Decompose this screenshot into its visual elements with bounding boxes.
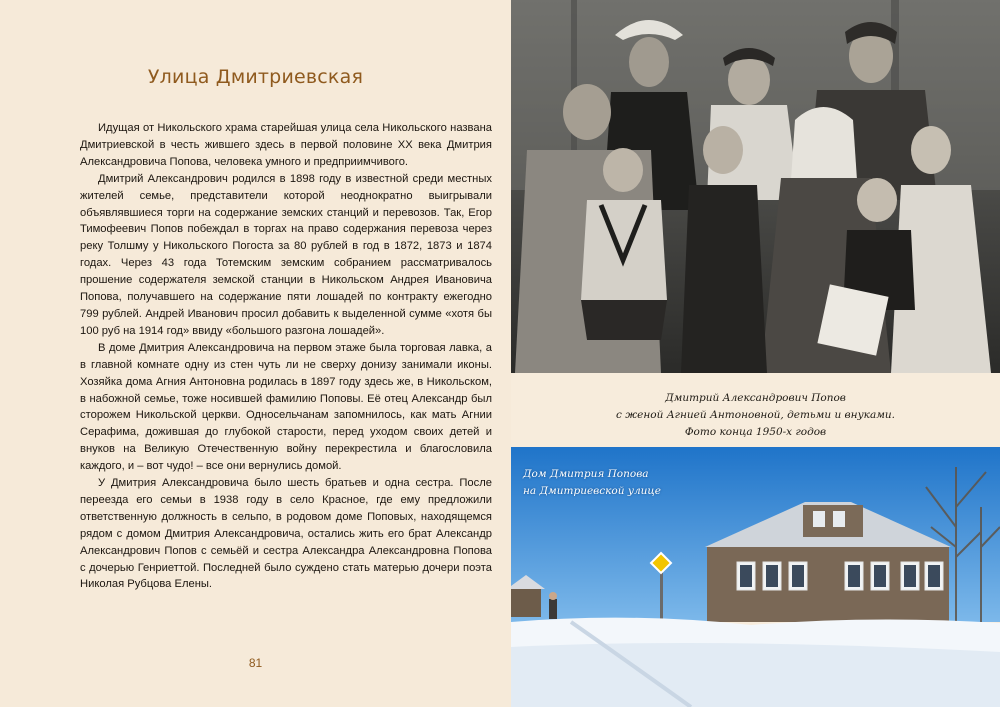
family-photo-image (511, 0, 1000, 373)
caption-line: Дом Дмитрия Попова (523, 468, 649, 480)
family-photo-caption (511, 390, 1000, 441)
paragraph: В доме Дмитрия Александровича на первом этаже была торговая лавка, а в главной комнате одну из стен чуть ли не сверху донизу занимали иконы. Хозяйка дома Агния Антоновна родилась в 1897 году здесь же, в Никольском, в набожной семье, тоже носившей фамилию Поповы. Её отец Александр был сторожем Никольской церкви. Односельчанам запомнилось, как мать Агнии Серафима, дожившая до глубокой старости, перед уходом своих детей и внуков на Великую Отечественную войну перекрестила и благословила каждого, и – вот чудо! – все они вернулись домой. (80, 341, 492, 473)
house-photo-caption (523, 466, 661, 500)
paragraph: Дмитрий Александрович родился в 1898 году в известной среди местных жителей семье, представители которой неоднократно выигрывали объявлявшиеся торги на содержание земских станций и перевозов. Так, Егор Тимофеевич Попов побеждал в торгах на право содержания перевоза через реку Толшму у Никольского Погоста за 80 рублей в год в 1872, 1873 и 1874 годах. Через 43 года Тотемским земским собранием рассматривалось прошение содержателя земской станции в Никольском Андрея Ивановича Попова, получавшего на содержание пяти лошадей по контракту ежегодно 799 рублей. Андрей Иванович просил добавить к выделенной сумме «хотя бы 100 руб на 1914 год» ввиду «большого разгона лошадей». (80, 172, 492, 337)
right-page (511, 0, 1000, 707)
paragraph: У Дмитрия Александровича было шесть братьев и одна сестра. После переезда его семьи в 1938 году в село Красное, где ему предложили ответственную должность в сельпо, в родовом доме Поповых, находящемся рядом с домом Дмитрия Александровича, остались жить его брат Александр Александрович Попов с семьёй и сестра Александра Александровна Попова с дочерью Генриеттой. Последней было суждено стать матерью дочери поэта Николая Рубцова Елены. (80, 477, 492, 591)
paragraph: Идущая от Никольского храма старейшая улица села Никольского названа Дмитриевской в честь жившего здесь в первой половине XX века Дмитрия Александровича Попова, человека умного и предприимчивого. (80, 122, 492, 168)
family-photo (511, 0, 1000, 373)
page-title: Улица Дмитриевская (147, 66, 364, 88)
caption-line: с женой Агнией Антоновной, детьми и внуками. (615, 409, 896, 421)
caption-line: на Дмитриевской улице (523, 485, 661, 497)
page-number: 81 (248, 656, 263, 670)
article-body (80, 120, 492, 593)
caption-line: Фото конца 1950-х годов (684, 426, 827, 438)
caption-line: Дмитрий Александрович Попов (665, 392, 846, 404)
